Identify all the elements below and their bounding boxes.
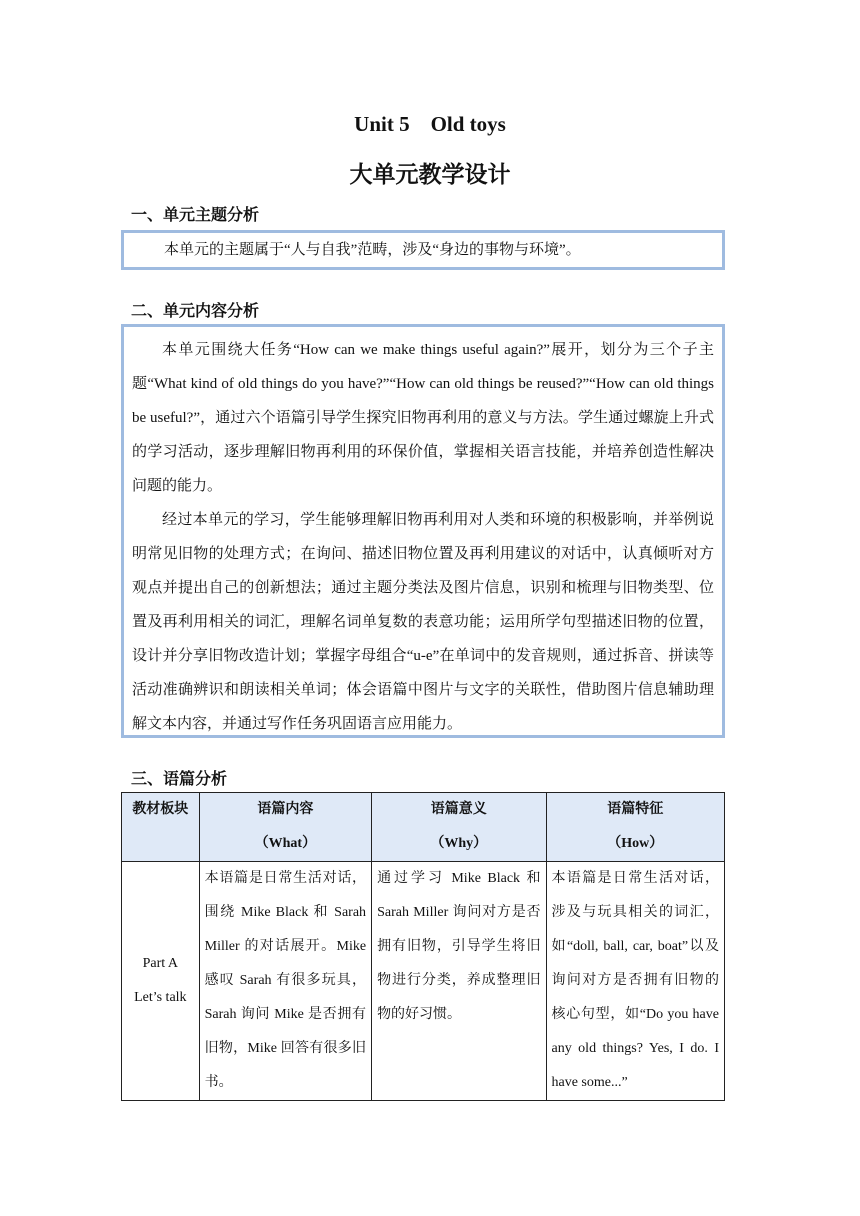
table-row — [122, 862, 725, 1101]
column-header-label: 教材板块 — [132, 802, 189, 817]
document-subtitle: 大单元教学设计 — [349, 162, 511, 188]
column-header-label: 语篇意义 — [430, 802, 487, 817]
cell-why: 通过学习 Mike Black 和 Sarah Miller 询问对方是否拥有旧物，引导学生将旧物进行分类，养成整理旧物的好习惯。 — [372, 862, 546, 1101]
section1-heading: 一、单元主题分析 — [131, 205, 260, 224]
module-part: Part A — [142, 956, 179, 971]
discourse-analysis-table — [121, 792, 725, 1101]
column-header-how — [546, 793, 725, 862]
column-header-label: 语篇内容 — [257, 802, 314, 817]
module-activity: Let’s talk — [134, 990, 187, 1005]
column-header-what — [199, 793, 371, 862]
section1-text: 本单元的主题属于“人与自我”范畴，涉及“身边的事物与环境”。 — [164, 242, 581, 258]
table-header-row — [122, 793, 725, 862]
cell-module — [122, 862, 200, 1101]
section1-box — [121, 230, 725, 270]
document-title: Unit 5 Old toys — [354, 112, 506, 136]
column-header-label: 语篇特征 — [607, 802, 664, 817]
section2-heading: 二、单元内容分析 — [131, 301, 260, 320]
section2-paragraph: 本单元围绕大任务“How can we make things useful again?”展开，划分为三个子主题“What kind of old things do you have?”“How can old things be reused?”“How can old things be useful?”，通过六个语篇引导学生探究旧物再利用的意义与方法。学生通过螺旋上升式的学习活动，逐步理解旧物再利用的环保价值，掌握相关语言技能，并培养创造性解决问题的能力。 — [132, 342, 714, 494]
section2-paragraph: 经过本单元的学习，学生能够理解旧物再利用对人类和环境的积极影响，并举例说明常见旧物的处理方式；在询问、描述旧物位置及再利用建议的对话中，认真倾听对方观点并提出自己的创新想法；通过主题分类法及图片信息，识别和梳理与旧物类型、位置及再利用相关的词汇，理解名词单复数的表意功能；运用所学句型描述旧物的位置，设计并分享旧物改造计划；掌握字母组合“u-e”在单词中的发音规则，通过拆音、拼读等活动准确辨识和朗读相关单词；体会语篇中图片与文字的关联性，借助图片信息辅助理解文本内容，并通过写作任务巩固语言应用能力。 — [132, 512, 714, 732]
section3-heading: 三、语篇分析 — [131, 769, 228, 788]
cell-how: 本语篇是日常生活对话，涉及与玩具相关的词汇，如“doll, ball, car, boat”以及询问对方是否拥有旧物的核心句型，如“Do you have any old things? Yes, I do. I have some...” — [546, 862, 725, 1101]
cell-what: 本语篇是日常生活对话，围绕 Mike Black 和 Sarah Miller 的对话展开。Mike 感叹 Sarah 有很多玩具，Sarah 询问 Mike 是否拥有旧物，Mike 回答有很多旧书。 — [199, 862, 371, 1101]
column-header-why — [372, 793, 546, 862]
column-header-sub: （How） — [607, 836, 664, 851]
column-header-sub: （What） — [254, 836, 317, 851]
column-header-sub: （Why） — [430, 836, 488, 851]
section2-box — [121, 324, 725, 738]
column-header-module — [122, 793, 200, 862]
